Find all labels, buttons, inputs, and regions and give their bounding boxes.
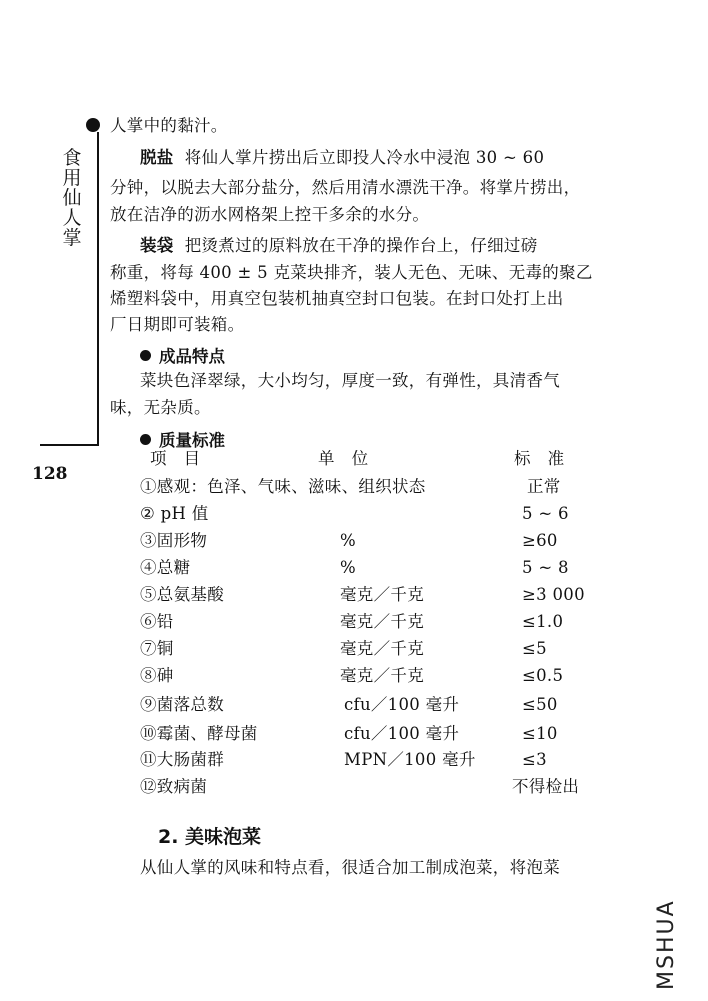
row-unit: % (340, 531, 356, 550)
paragraph-line: 称重，将每 400 ± 5 克菜块排齐，装人无色、无味、无毒的聚乙 (110, 263, 593, 282)
row-unit: % (340, 558, 356, 577)
paragraph-line (140, 150, 544, 167)
table-header-row (0, 451, 708, 471)
row-unit: 毫克／千克 (340, 639, 424, 658)
row-standard: ≤5 (522, 639, 547, 658)
page-number: 128 (32, 464, 68, 484)
row-standard: ≤0.5 (522, 666, 564, 685)
table-row (0, 752, 708, 772)
table-row (0, 614, 708, 634)
margin-rule (97, 132, 99, 446)
header-item: 项 目 (150, 449, 201, 468)
row-item: ⑫致病菌 (140, 777, 208, 796)
quality-heading (140, 427, 225, 451)
paragraph-line (140, 238, 538, 255)
bullet-icon (140, 434, 151, 445)
table-row (0, 668, 708, 688)
quality-heading-text: 质量标准 (159, 431, 225, 450)
paragraph-line: 分钟，以脱去大部分盐分，然后用清水漂洗干净。将掌片捞出， (110, 178, 581, 197)
table-row (0, 779, 708, 799)
paragraph-line: 味，无杂质。 (110, 398, 211, 417)
section-title: 2. 美味泡菜 (158, 826, 262, 848)
row-item: ⑦铜 (140, 639, 174, 658)
row-standard: ≤1.0 (522, 612, 564, 631)
row-standard: 正常 (527, 477, 561, 496)
row-item: ④总糖 (140, 558, 191, 577)
paragraph-line: 放在洁净的沥水网格架上控干多余的水分。 (110, 205, 430, 224)
row-item: ⑧砷 (140, 666, 174, 685)
row-item: ⑥铅 (140, 612, 174, 631)
table-row (0, 697, 708, 717)
table-row (0, 641, 708, 661)
row-item: ⑤总氨基酸 (140, 585, 224, 604)
row-standard: ≤50 (522, 695, 558, 714)
desalt-text: 将仙人掌片捞出后立即投人冷水中浸泡 30 ~ 60 (184, 148, 545, 167)
features-heading-text: 成品特点 (159, 347, 225, 366)
paragraph-line: 菜块色泽翠绿，大小均匀，厚度一致，有弹性，具清香气 (140, 371, 560, 390)
row-item: ⑨菌落总数 (140, 695, 224, 714)
row-standard: ≤3 (522, 750, 547, 769)
row-standard: 不得检出 (512, 777, 580, 796)
table-row (0, 726, 708, 746)
row-unit: 毫克／千克 (340, 666, 424, 685)
row-standard: 5 ~ 8 (522, 558, 569, 577)
row-standard: ≤10 (522, 724, 558, 743)
row-unit: cfu／100 毫升 (344, 724, 460, 743)
paragraph-line: 人掌中的黏汁。 (110, 116, 228, 135)
row-unit: 毫克／千克 (340, 612, 424, 631)
running-head: 食用仙人掌 (62, 147, 82, 249)
features-heading (140, 343, 225, 367)
row-item: ② pH 值 (140, 504, 209, 523)
table-row (0, 506, 708, 526)
header-standard: 标 准 (514, 449, 565, 468)
table-row (0, 587, 708, 607)
margin-bullet (86, 118, 100, 132)
header-unit: 单 位 (318, 449, 369, 468)
table-row (0, 533, 708, 553)
desalt-label: 脱盐 (140, 148, 174, 167)
row-standard: ≥3 000 (522, 585, 585, 604)
bullet-icon (140, 350, 151, 361)
watermark: MSHUA (654, 899, 679, 990)
row-item: ③固形物 (140, 531, 208, 550)
table-row (0, 560, 708, 580)
bag-text: 把烫煮过的原料放在干净的操作台上，仔细过磅 (184, 236, 538, 255)
paragraph-line: 烯塑料袋中，用真空包装机抽真空封口包装。在封口处打上出 (110, 289, 564, 308)
row-standard: ≥60 (522, 531, 558, 550)
row-standard: 5 ~ 6 (522, 504, 569, 523)
row-unit: cfu／100 毫升 (344, 695, 460, 714)
row-item: ①感观：色泽、气味、滋味、组织状态 (140, 477, 426, 496)
row-unit: MPN／100 毫升 (344, 750, 476, 769)
margin-foot-rule (40, 444, 99, 446)
table-row (0, 479, 708, 499)
row-item: ⑩霉菌、酵母菌 (140, 724, 258, 743)
row-unit: 毫克／千克 (340, 585, 424, 604)
paragraph-line: 从仙人掌的风味和特点看，很适合加工制成泡菜，将泡菜 (140, 858, 560, 877)
paragraph-line: 厂日期即可装箱。 (110, 315, 245, 334)
row-item: ⑪大肠菌群 (140, 750, 224, 769)
bag-label: 装袋 (140, 236, 174, 255)
